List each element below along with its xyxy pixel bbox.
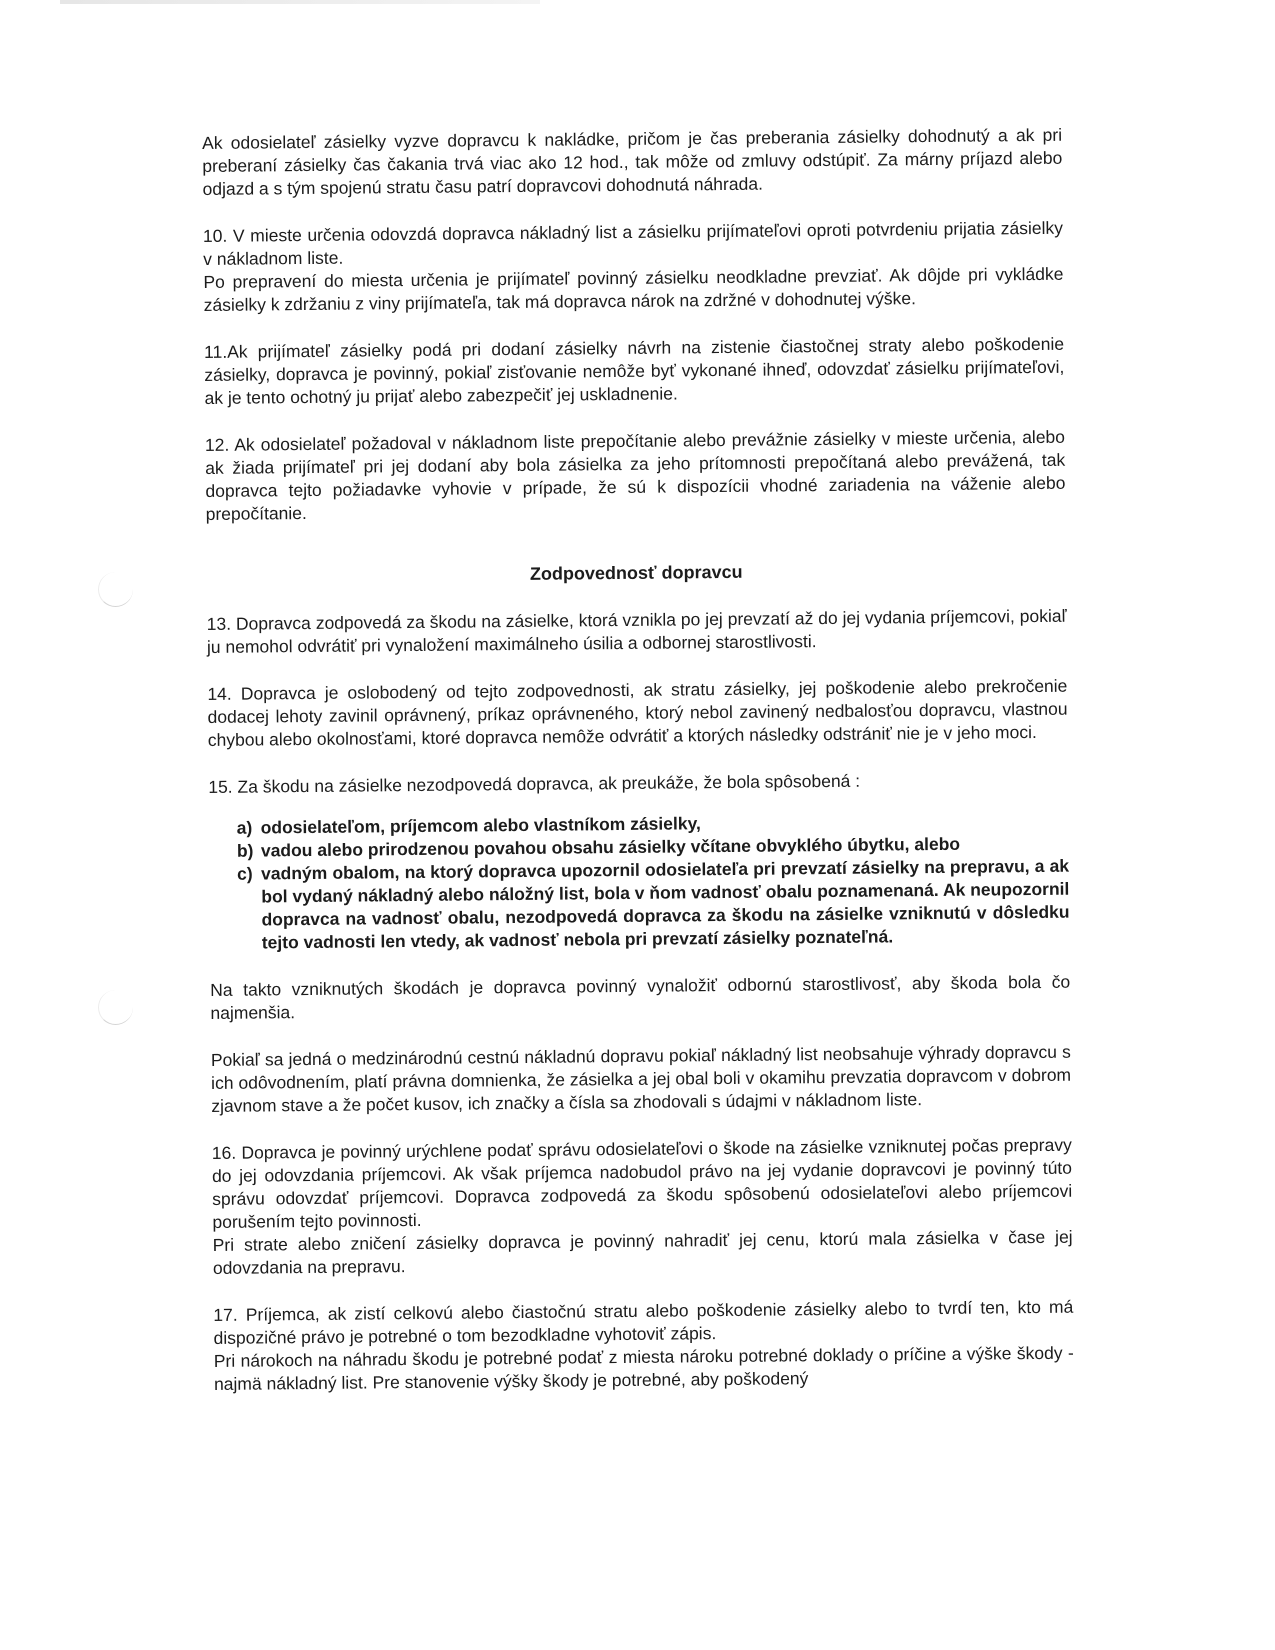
list-item-text: vadou alebo prirodzenou povahou obsahu zásielky včítane obvyklého úbytku, alebo bbox=[260, 833, 961, 861]
punch-hole-mark bbox=[98, 990, 133, 1025]
paragraph-12: 12. Ak odosielateľ požadoval v nákladnom liste prepočítanie alebo prevážnie zásielky v mieste určenia, alebo ak žiada prijímateľ pri jej dodaní aby bola zásielka za jeho prítomnosti prepočítaná alebo prevážená, tak dopravca tejto požiadavke vyhovie v prípade, že sú k dispozícii vhodné zariadenia na váženie alebo prepočítanie. bbox=[204, 426, 1066, 524]
exemption-list bbox=[237, 809, 1070, 955]
list-item bbox=[237, 855, 1070, 955]
list-marker: b) bbox=[236, 840, 254, 861]
scan-edge-mark bbox=[60, 0, 540, 4]
paragraph-intro: Ak odosielateľ zásielky vyzve dopravcu k nakládke, pričom je čas preberania zásielky dohodnutý a ak pri preberaní zásielky čas čakania trvá viac ako 12 hod., tak môže od zmluvy odstúpiť. Za márny príjazd alebo odjazd a s tým spojenú stratu času patrí dopravcovi dohodnutá náhrada. bbox=[202, 124, 1063, 199]
paragraph-17-text-2: Pri nárokoch na náhradu škodu je potrebné podať z miesta nároku potrebné doklady o príčine a výške škody - najmä nákladný list. Pre stanovenie výšky škody je potrebné, aby poškodený bbox=[213, 1342, 1074, 1394]
list-marker: a) bbox=[236, 817, 253, 838]
paragraph-16-text: 16. Dopravca je povinný urýchlene podať správu odosielateľovi o škode na zásielke vzniknutej počas prepravy do jej odovzdania príjemcovi. Ak však príjemca nadobudol právo na jej vydanie dopravcovi je povinný túto správu odovzdať príjemcovi. Dopravca zodpovedá za škodu spôsobenú odosielateľovi alebo príjemcovi porušením tejto povinnosti. bbox=[211, 1134, 1073, 1232]
paragraph-16 bbox=[212, 1134, 1073, 1280]
document-page bbox=[202, 124, 1074, 1420]
punch-hole-mark bbox=[98, 572, 133, 607]
paragraph-10 bbox=[203, 217, 1064, 317]
paragraph-11: 11.Ak prijímateľ zásielky podá pri dodaní zásielky návrh na zistenie čiastočnej straty alebo poškodenie zásielky, dopravca je povinný, pokiaľ zisťovanie nemôže byť vykonané ihneď, odovzdať zásielku prijímateľovi, ak je tento ochotný ju prijať alebo zabezpečiť jej uskladnenie. bbox=[204, 333, 1065, 408]
paragraph-15: 15. Za škodu na zásielke nezodpovedá dopravca, ak preukáže, že bola spôsobená : bbox=[208, 770, 861, 797]
paragraph-damage: Na takto vzniknutých škodách je dopravca povinný vynaložiť odbornú starostlivosť, aby škoda bola čo najmenšia. bbox=[210, 971, 1071, 1023]
list-marker: c) bbox=[237, 863, 253, 884]
paragraph-13: 13. Dopravca zodpovedá za škodu na zásielke, ktorá vznikla po jej prevzatí až do jej vydania príjemcovi, pokiaľ ju nemohol odvrátiť pri vynaložení maximálneho úsilia a odbornej starostlivosti. bbox=[206, 605, 1067, 657]
paragraph-10-text-2: Po prepravení do miesta určenia je prijímateľ povinný zásielku neodkladne prevziať. Ak dôjde pri vykládke zásielky k zdržaniu z viny prijímateľa, tak má dopravca nárok na zdržné v dohodnutej výške. bbox=[203, 263, 1064, 315]
paragraph-14: 14. Dopravca je oslobodený od tejto zodpovednosti, ak stratu zásielky, jej poškodenie alebo prekročenie dodacej lehoty zavinil oprávnený, príkaz oprávneného, ktorý nebol zavinený nedbalosťou dopravcu, vlastnou chybou alebo okolnosťami, ktoré dopravca nemôže odvrátiť a ktorých následky odstrániť nie je v jeho moci. bbox=[207, 675, 1068, 750]
list-item-text: vadným obalom, na ktorý dopravca upozornil odosielateľa pri prevzatí zásielky na prepravu, a ak bol vydaný nákladný alebo náložný list, bola v ňom vadnosť obalu poznamenaná. Ak neupozornil dopravca na vadnosť obalu, nezodpovedá dopravca za škodu na zásielke vzniknutú v dôsledku tejto vadnosti len vtedy, ak vadnosť nebola pri prevzatí zásielky poznateľná. bbox=[261, 855, 1070, 953]
paragraph-17-text: 17. Príjemca, ak zistí celkovú alebo čiastočnú stratu alebo poškodenie zásielky alebo to tvrdí ten, kto má dispozičné právo je potrebné o tom bezodkladne vyhotoviť zápis. bbox=[213, 1296, 1074, 1348]
paragraph-16-text-2: Pri strate alebo zničení zásielky dopravca je povinný nahradiť jej cenu, ktorú mala zásielka v čase jej odovzdania na prepravu. bbox=[212, 1226, 1073, 1278]
paragraph-17 bbox=[213, 1296, 1074, 1396]
section-heading: Zodpovednosť dopravcu bbox=[529, 561, 743, 584]
list-item-text: odosielateľom, príjemcom alebo vlastníkom zásielky, bbox=[260, 813, 701, 838]
paragraph-10-text: 10. V mieste určenia odovzdá dopravca nákladný list a zásielku prijímateľovi oproti potvrdeniu prijatia zásielky v nákladnom liste. bbox=[202, 217, 1064, 269]
paragraph-international: Pokiaľ sa jedná o medzinárodnú cestnú nákladnú dopravu pokiaľ nákladný list neobsahuje výhrady dopravcu s ich odôvodnením, platí právna domnienka, že zásielka a jej obal boli v okamihu prevzatia dopravcom v dobrom zjavnom stave a že počet kusov, ich značky a čísla sa zhodovali s údajmi v nákladnom liste. bbox=[210, 1041, 1072, 1116]
